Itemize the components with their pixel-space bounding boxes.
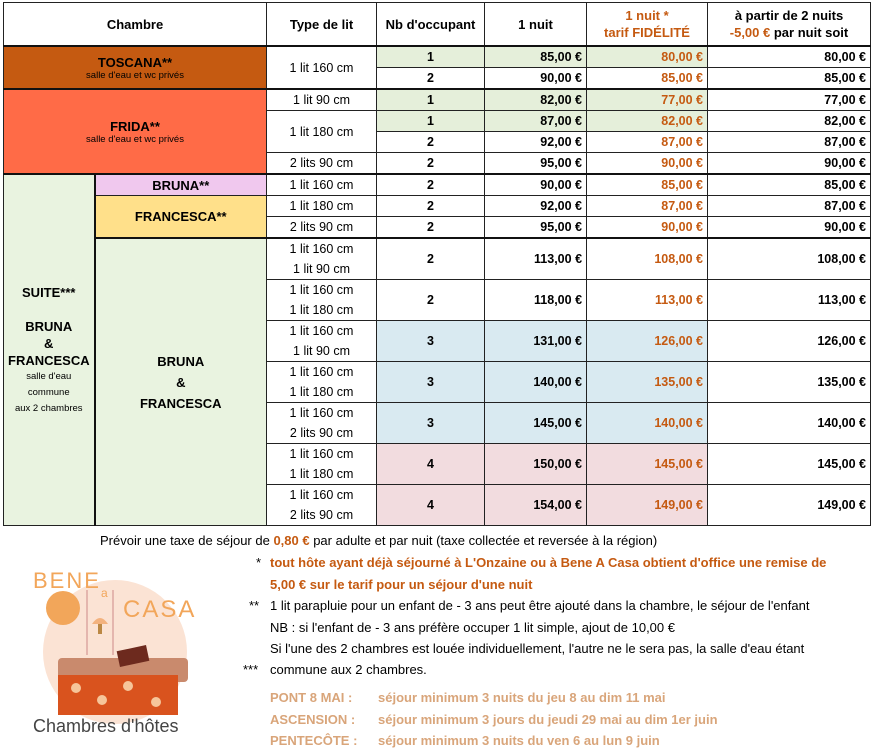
logo-word-a: a bbox=[101, 586, 108, 600]
header-fidelite: 1 nuit * tarif FIDÉLITÉ bbox=[587, 3, 708, 47]
occupants: 1 bbox=[377, 89, 485, 111]
table-row bbox=[4, 89, 871, 111]
price-two-nights: 77,00 € bbox=[708, 89, 871, 111]
bed-type: 1 lit 160 cm 1 lit 180 cm bbox=[267, 362, 377, 403]
price-one-night: 95,00 € bbox=[485, 153, 587, 175]
price-two-nights: 145,00 € bbox=[708, 444, 871, 485]
price-one-night: 131,00 € bbox=[485, 321, 587, 362]
bed-type: 1 lit 160 cm 2 lits 90 cm bbox=[267, 403, 377, 444]
star3-line1: Si l'une des 2 chambres est louée individuellement, l'autre ne le sera pas, la salle d'eau étant bbox=[270, 641, 805, 656]
header-nb-occupant: Nb d'occupant bbox=[377, 3, 485, 47]
occupants: 2 bbox=[377, 68, 485, 90]
price-one-night: 92,00 € bbox=[485, 196, 587, 217]
price-fidelite: 140,00 € bbox=[587, 403, 708, 444]
logo-word-casa: CASA bbox=[123, 596, 197, 623]
price-two-nights: 90,00 € bbox=[708, 217, 871, 239]
occupants: 1 bbox=[377, 46, 485, 68]
price-two-nights: 80,00 € bbox=[708, 46, 871, 68]
star3-mark: *** bbox=[243, 662, 259, 677]
price-two-nights: 135,00 € bbox=[708, 362, 871, 403]
price-two-nights: 126,00 € bbox=[708, 321, 871, 362]
bed-type: 1 lit 180 cm bbox=[267, 111, 377, 153]
holiday-label: PENTECÔTE : bbox=[270, 733, 358, 748]
price-one-night: 154,00 € bbox=[485, 485, 587, 526]
room-francesca: FRANCESCA** bbox=[95, 196, 267, 239]
bed-type: 1 lit 180 cm bbox=[267, 196, 377, 217]
price-fidelite: 90,00 € bbox=[587, 153, 708, 175]
price-two-nights: 87,00 € bbox=[708, 132, 871, 153]
price-one-night: 118,00 € bbox=[485, 280, 587, 321]
price-fidelite: 149,00 € bbox=[587, 485, 708, 526]
occupants: 4 bbox=[377, 485, 485, 526]
header-row bbox=[4, 3, 871, 47]
price-one-night: 85,00 € bbox=[485, 46, 587, 68]
room-toscana: TOSCANA** salle d'eau et wc privés bbox=[4, 46, 267, 89]
price-fidelite: 80,00 € bbox=[587, 46, 708, 68]
logo-word-bene: BENE bbox=[33, 568, 101, 593]
price-fidelite: 90,00 € bbox=[587, 217, 708, 239]
holiday-text: séjour minimum 3 nuits du jeu 8 au dim 11 mai bbox=[378, 690, 666, 705]
room-frida: FRIDA** salle d'eau et wc privés bbox=[4, 89, 267, 174]
table-row bbox=[4, 238, 871, 280]
logo-illustration bbox=[28, 560, 228, 750]
room-bruna: BRUNA** bbox=[95, 174, 267, 196]
price-one-night: 95,00 € bbox=[485, 217, 587, 239]
price-one-night: 140,00 € bbox=[485, 362, 587, 403]
occupants: 3 bbox=[377, 403, 485, 444]
price-two-nights: 82,00 € bbox=[708, 111, 871, 132]
price-one-night: 145,00 € bbox=[485, 403, 587, 444]
price-one-night: 87,00 € bbox=[485, 111, 587, 132]
price-fidelite: 77,00 € bbox=[587, 89, 708, 111]
price-fidelite: 82,00 € bbox=[587, 111, 708, 132]
header-chambre: Chambre bbox=[4, 3, 267, 47]
bed-type: 1 lit 160 cm 1 lit 180 cm bbox=[267, 280, 377, 321]
bed-type: 2 lits 90 cm bbox=[267, 217, 377, 239]
occupants: 2 bbox=[377, 238, 485, 280]
bed-type: 1 lit 160 cm 2 lits 90 cm bbox=[267, 485, 377, 526]
bed-type: 1 lit 160 cm 1 lit 90 cm bbox=[267, 321, 377, 362]
bed-type: 1 lit 90 cm bbox=[267, 89, 377, 111]
price-fidelite: 85,00 € bbox=[587, 68, 708, 90]
holiday-text: séjour minimum 3 jours du jeudi 29 mai au dim 1er juin bbox=[378, 711, 718, 727]
occupants: 2 bbox=[377, 196, 485, 217]
table-row bbox=[4, 174, 871, 196]
price-one-night: 90,00 € bbox=[485, 68, 587, 90]
table-row bbox=[4, 46, 871, 68]
holiday-texts bbox=[378, 687, 718, 752]
holiday-labels bbox=[270, 687, 357, 752]
occupants: 2 bbox=[377, 280, 485, 321]
bed-type: 2 lits 90 cm bbox=[267, 153, 377, 175]
logo bbox=[28, 560, 228, 750]
room-suite: SUITE*** BRUNA & FRANCESCA salle d'eau commune aux 2 chambres bbox=[4, 174, 95, 526]
price-one-night: 82,00 € bbox=[485, 89, 587, 111]
tax-note: Prévoir une taxe de séjour de 0,80 € par adulte et par nuit (taxe collectée et reversée à la région) bbox=[100, 533, 658, 548]
price-two-nights: 85,00 € bbox=[708, 68, 871, 90]
header-une-nuit: 1 nuit bbox=[485, 3, 587, 47]
star2-mark: ** bbox=[249, 598, 260, 613]
price-two-nights: 149,00 € bbox=[708, 485, 871, 526]
occupants: 3 bbox=[377, 362, 485, 403]
star2-note: 1 lit parapluie pour un enfant de - 3 ans peut être ajouté dans la chambre, le séjour de l'enfant NB : si l'enfant de - 3 ans préfère occuper 1 lit simple, ajout de 10,00 € bbox=[270, 598, 810, 635]
header-deux-nuits: à partir de 2 nuits -5,00 € par nuit soit bbox=[708, 3, 871, 47]
table-row bbox=[4, 196, 871, 217]
price-fidelite: 145,00 € bbox=[587, 444, 708, 485]
price-fidelite: 87,00 € bbox=[587, 132, 708, 153]
occupants: 3 bbox=[377, 321, 485, 362]
star1-mark: * bbox=[256, 555, 262, 570]
header-type-lit: Type de lit bbox=[267, 3, 377, 47]
logo-tagline: Chambres d'hôtes bbox=[33, 716, 179, 736]
price-one-night: 92,00 € bbox=[485, 132, 587, 153]
occupants: 1 bbox=[377, 111, 485, 132]
star1-note: tout hôte ayant déjà séjourné à L'Onzaine ou à Bene A Casa obtient d'office une remise de 5,00 € sur le tarif pour un séjour d'une nuit bbox=[270, 555, 827, 592]
price-two-nights: 87,00 € bbox=[708, 196, 871, 217]
price-two-nights: 85,00 € bbox=[708, 174, 871, 196]
bed-type: 1 lit 160 cm bbox=[267, 46, 377, 89]
rates-table bbox=[3, 2, 871, 526]
price-two-nights: 113,00 € bbox=[708, 280, 871, 321]
bed-type: 1 lit 160 cm 1 lit 180 cm bbox=[267, 444, 377, 485]
holiday-text: séjour minimum 3 nuits du ven 6 au lun 9 juin bbox=[378, 733, 660, 748]
occupants: 2 bbox=[377, 174, 485, 196]
occupants: 2 bbox=[377, 217, 485, 239]
price-fidelite: 87,00 € bbox=[587, 196, 708, 217]
price-fidelite: 108,00 € bbox=[587, 238, 708, 280]
price-fidelite: 113,00 € bbox=[587, 280, 708, 321]
price-fidelite: 126,00 € bbox=[587, 321, 708, 362]
bed-type: 1 lit 160 cm bbox=[267, 174, 377, 196]
price-one-night: 90,00 € bbox=[485, 174, 587, 196]
occupants: 2 bbox=[377, 153, 485, 175]
star3-line2: commune aux 2 chambres. bbox=[270, 662, 427, 677]
price-one-night: 113,00 € bbox=[485, 238, 587, 280]
price-two-nights: 90,00 € bbox=[708, 153, 871, 175]
holiday-label: ASCENSION : bbox=[270, 711, 356, 727]
occupants: 4 bbox=[377, 444, 485, 485]
bed-type: 1 lit 160 cm 1 lit 90 cm bbox=[267, 238, 377, 280]
room-combo: BRUNA & FRANCESCA bbox=[95, 238, 267, 526]
price-one-night: 150,00 € bbox=[485, 444, 587, 485]
price-two-nights: 108,00 € bbox=[708, 238, 871, 280]
price-fidelite: 135,00 € bbox=[587, 362, 708, 403]
occupants: 2 bbox=[377, 132, 485, 153]
holiday-label: PONT 8 MAI : bbox=[270, 690, 353, 705]
price-fidelite: 85,00 € bbox=[587, 174, 708, 196]
price-two-nights: 140,00 € bbox=[708, 403, 871, 444]
